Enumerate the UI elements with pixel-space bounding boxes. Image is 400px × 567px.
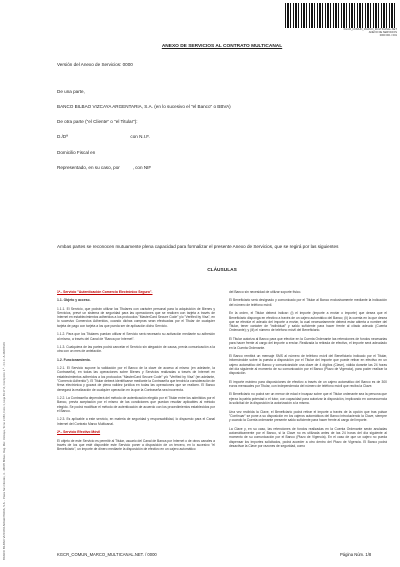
right-column-paragraph: Una vez recibida la Clave, el Beneficiario podrá retirar el importe a través de la opción que tras pulsar "Continuar" se pone a su disposición en los cajeros automáticos del Banco introduciendo la Clave, siempre y cuando la Cuenta ordenante presente saldo suficiente para hacer frente al cargo del importe. — [229, 409, 387, 423]
left-column-heading: 1.2. Funcionamiento. — [57, 357, 91, 362]
left-column-paragraph: 1.2.2. La Contraseña dependerá del método de autenticación elegido por el Titular entre los admitidos por el Banco, previa aceptación por el mismo de las condiciones que puedan resultar aplicables al método elegido. Se podrá modificar el método de autenticación de acuerdo con los procedimientos establecidos por el Banco. — [57, 396, 215, 413]
representado-line: Representado, en su caso, por , con NIF — [57, 165, 152, 170]
side-legal-text-content: BANCO BILBAO VIZCAYA ARGENTARIA, S.A. - Plaza San Nicolás, 4 - 48005 Bilbao. Reg. Mer. Vizcaya, Tomo 2.083, Folio 1, Hoja BI-17 A, Inscripción 1.ª - C.I.F.: A-48265169 — [2, 342, 6, 560]
left-column-paragraph: 1.2.3. Es aplicable a este servicio, en materia de seguridad y responsabilidad, lo dispuesto para el Canal Internet del Contrato Marco Multicanal. — [57, 417, 215, 426]
left-column-paragraph: 1.1.1. El Servicio, que podrán utilizar los Titulares con carácter personal para la adquisición de Bienes y Servicios, prevé un sistema de seguridad para las operaciones que se realicen con tarjeta a través de Internet en establecimientos adheridos a los protocolos "MasterCard Secure Code" y/o "Verified by Visa", en lo sucesivo Comercios Adheridos, cuando dichas compras sean efectuadas por el Titular de cualquier tarjeta de pago con tarjeta a los que pueda ser de aplicación dicho Servicio. — [57, 306, 216, 328]
una-parte-line: De una parte, — [57, 89, 85, 94]
version-line: Versión del Anexo de Servicios: 0000 — [57, 62, 133, 67]
banco-line: BANCO BILBAO VIZCAYA ARGENTARIA, S.A. (en lo sucesivo el "el Banco" o BBVA) — [57, 104, 231, 109]
left-column-heading: 1ª.- Servicio "Autenticación Comercio Electrónico Seguro". — [57, 290, 153, 294]
cliente-line: D./Dª con N.I.F. — [57, 134, 150, 139]
right-column-paragraph: La Clave y, en su caso, las retenciones de fondos realizadas en la Cuenta Ordenante serán anuladas automáticamente por el Banco, si la Clave no es utilizada antes de las 24 horas del día siguiente al momento de su comunicación por el Banco (Plazo de Vigencia). En el caso de que un cajero no pueda dispensar los importes solicitados, podrá acceder a otro dentro del Plazo de Vigencia. El Banco podrá desactivar la Clave por razones de seguridad, como — [229, 426, 387, 448]
right-column-paragraph: El Beneficiario no podrá ser un menor de edad e incapaz sobre que el Titular ordenante sea la persona que ejerza la patria potestad o el tutor, con capacidad para autorizar la disposición, implicando en consecuencia la solicitud de la disposición la autorización a la misma. — [229, 392, 387, 406]
right-column-paragraph: En la orden, el Titular deberá indicar: (i) el importe (importe a enviar o importe) que desea que el Beneficiario disponga en efectivo a través de un cajero automático del Banco; (ii) la cuenta en la que desea que se efectúe el adeudo del importe a enviar, la cual necesariamente deberá estar abierta a nombre del Titular, tener carácter de "individual" y saldo suficiente para hacer frente al citado adeudo (Cuenta Ordenante); y (iii) el número de teléfono móvil del Beneficiario. — [229, 311, 387, 333]
right-column — [229, 290, 387, 452]
barcode-graphic — [285, 3, 397, 28]
otra-parte-line: De otra parte ("el Cliente" o "el Titular"): — [57, 119, 138, 124]
right-column-paragraph: del Banco sin necesidad de utilizar soporte físico. — [229, 290, 302, 294]
barcode-line-1: KGCR_COMUN_MARCO_MULTICANAL.NET — [343, 28, 397, 31]
barcode-line-2: ANEXO DE SERVICIOS — [368, 31, 397, 34]
left-column-paragraph: El objeto de este Servicio es permitir al Titular, usuario del Canal de Banca por Internet o de otros canales a través de los que esté disponible este Servicio poner a disposición de un tercero, en lo sucesivo "el Beneficiario", un importe de dinero mediante la disposición de efectivo en un cajero automático — [57, 438, 215, 452]
document-title: ANEXO DE SERVICIOS AL CONTRATO MULTICANAL — [161, 44, 283, 49]
left-column-heading: 1.1. Objeto y acceso. — [57, 298, 91, 303]
side-legal-text — [2, 40, 10, 560]
left-column-heading: 2ª.- Servicio Efectivo Móvil — [57, 430, 101, 435]
right-column-paragraph: El Banco remitirá un mensaje SMS al número de teléfono móvil del Beneficiario indicado por el Titular, informándole sobre la puesta a disposición por el Titular del importe que puede retirar en efectivo en un cajero automático del Banco y comunicándole una clave de 4 dígitos (Clave), válida durante las 24 horas del día siguiente al momento de su comunicación por el Banco (Plazo de Vigencia), para poder realizar la disposición. — [229, 354, 387, 376]
domicilio-line: Domicilio Fiscal en — [57, 150, 96, 155]
footer-document-code: KGCR_COMUN_MARCO_MULTICANAL.NET. / 0000 — [57, 552, 157, 557]
barcode-line-3: 0000 001 / 001 — [379, 34, 397, 37]
left-column — [57, 290, 215, 456]
barcode-caption — [278, 28, 397, 37]
intro-paragraph: Ambas partes se reconocen mutuamente plena capacidad para formalizar el presente Anexo de Servicios, que se regirá por las siguientes — [57, 244, 339, 249]
clausulas-heading: CLÁUSULAS — [207, 268, 237, 273]
right-column-paragraph: El Beneficiario será designado y comunicado por el Titular al Banco exclusivamente mediante la indicación del número de teléfono móvil. — [229, 298, 387, 307]
left-column-paragraph: 1.2.1. El Servicio supone la validación por el Banco de la clave de acceso al mismo (en adelante, la Contraseña), en todas las operaciones sobre Bienes y Servicios realizadas a través de Internet en establecimientos adheridos a los protocolos "MasterCard Secure Code" y/o "Verified by Visa" (en adelante, "Comercio Adherido"). El Titular deberá identificarse mediante la Contraseña que tendrá la consideración de firma electrónica y gozará de plena validez jurídica en todas las operaciones que se realicen. El Banco denegará la realización de cualquier operación en la que la Contraseña sea incorrecta. — [57, 366, 215, 392]
left-column-paragraph: 1.1.2. Para que los Titulares puedan utilizar el Servicio será necesario su activación mediante su adhesión al mismo, a través del Canal de "Banca por Internet". — [57, 332, 215, 341]
left-column-paragraph: 1.1.3. Cualquiera de las partes podrá cancelar el Servicio sin alegación de causa, previa comunicación a la otra con un mes de antelación. — [57, 345, 215, 354]
footer-page-number: Página Núm. 1/8 — [340, 552, 372, 557]
right-column-paragraph: El importe máximo para disposiciones de efectivo a través de un cajero automático del Banco es de 300 euros mensuales por Titular, con independencia del número de teléfono móvil que reciba la Clave. — [229, 379, 387, 388]
right-column-paragraph: El Titular autoriza al Banco para que efectúe en la Cuenta Ordenante las retenciones de fondos necesarias para hacer frente al cargo del importe a enviar. Realizada la retirada de efectivo, el importe será adeudado en la Cuenta Ordenante. — [229, 336, 387, 350]
